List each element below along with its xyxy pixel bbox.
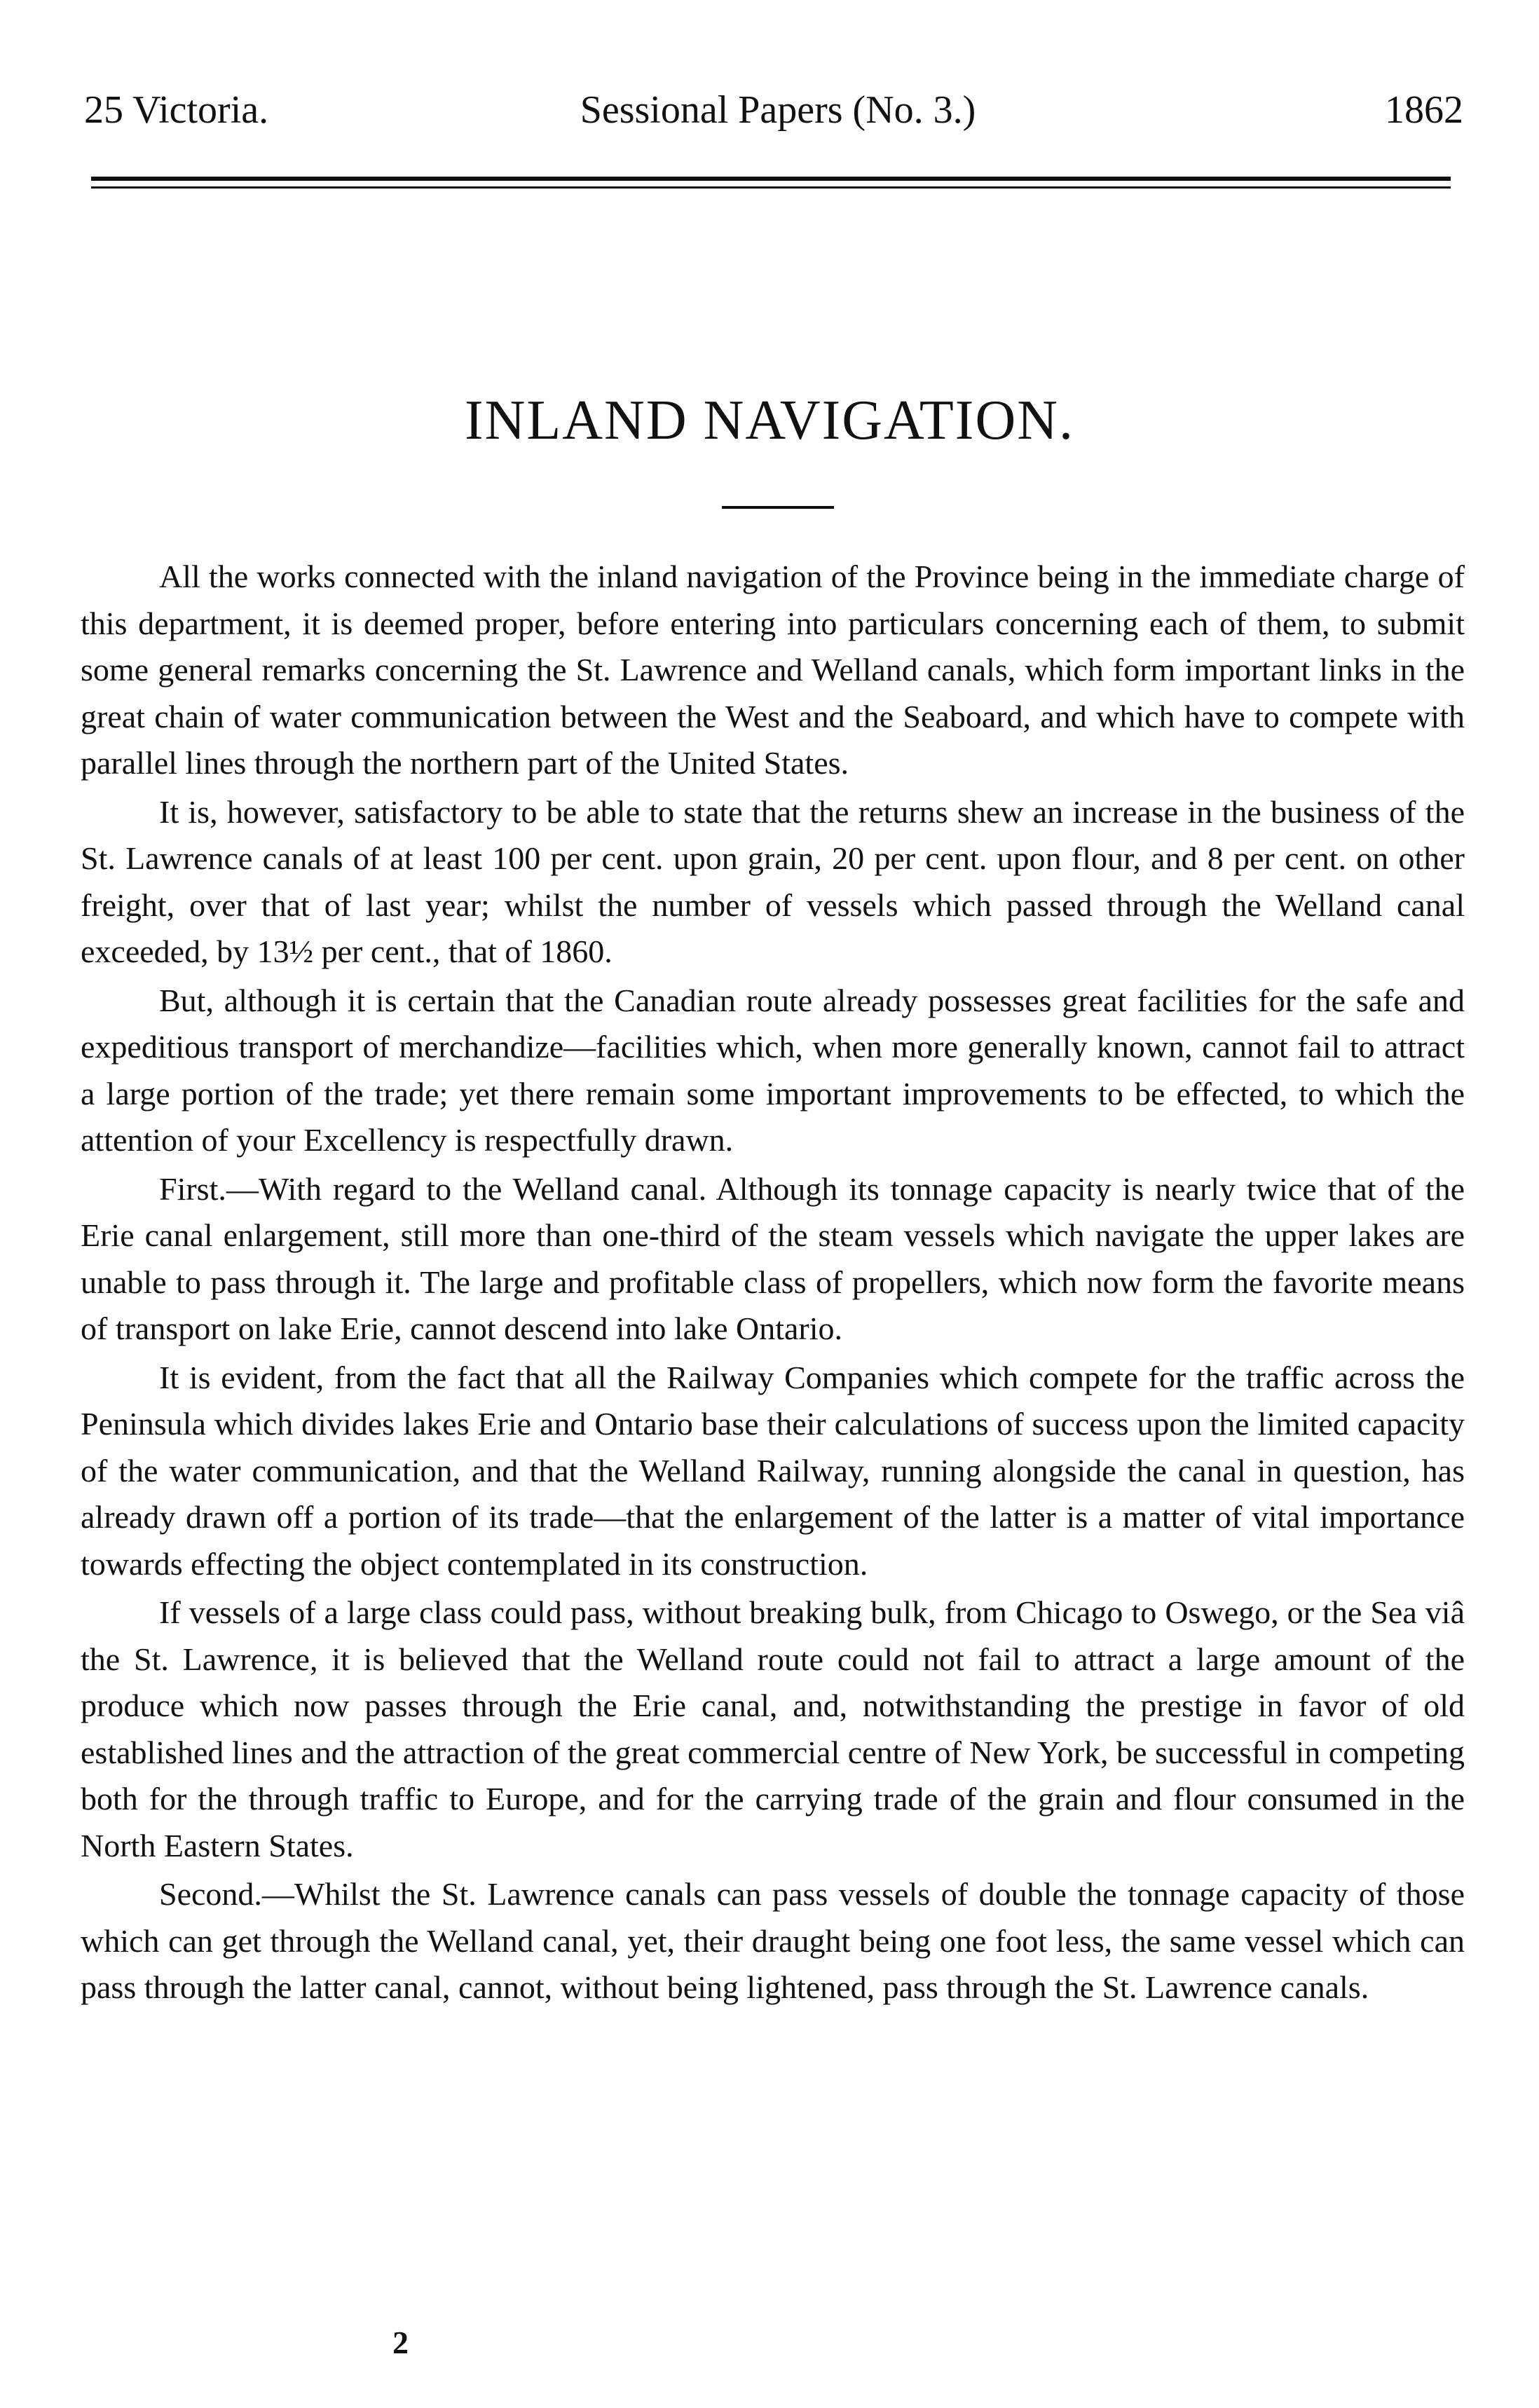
title-divider: [722, 506, 834, 509]
running-header: [84, 78, 1463, 142]
paragraph: Second.—Whilst the St. Lawrence canals can pass vessels of double the tonnage capacity of those which can get through the Welland canal, yet, their draught being one foot less, the same vessel which can pass through the latter canal, cannot, without being lightened, pass through the St. Lawrence canals.: [81, 1876, 1465, 2005]
paragraph: But, although it is certain that the Canadian route already possesses great facilities for the safe and expeditious transport of merchandize—facilities which, when more generally known, cannot fail to attract a large portion of the trade; yet there remain some important improvements to be effected, to which the attention of your Excellency is respectfully drawn.: [81, 982, 1465, 1158]
paragraph: All the works connected with the inland navigation of the Province being in the immediate charge of this department, it is deemed proper, before entering into particulars concerning each of them, to submit some general remarks concerning the St. Lawrence and Welland canals, which form important links in the great chain of water communication between the West and the Seaboard, and which have to compete with parallel lines through the northern part of the United States.: [81, 559, 1465, 781]
paragraph: It is, however, satisfactory to be able to state that the returns shew an increase in the business of the St. Lawrence canals of at least 100 per cent. upon grain, 20 per cent. upon flour, and 8 per cent. on other freight, over that of last year; whilst the number of vessels which passed through the Welland canal exceeded, by 13½ per cent., that of 1860.: [81, 793, 1465, 969]
paragraph: First.—With regard to the Welland canal. Although its tonnage capacity is nearly twice that of the Erie canal enlargement, still more than one-third of the steam vessels which navigate the upper lakes are unable to pass through it. The large and profitable class of propellers, which now form the favorite means of transport on lake Erie, cannot descend into lake Ontario.: [81, 1170, 1465, 1346]
header-session: 25 Victoria.: [84, 88, 269, 132]
page-title: INLAND NAVIGATION.: [465, 390, 1074, 451]
paragraph: It is evident, from the fact that all the Railway Companies which compete for the traffic across the Peninsula which divides lakes Erie and Ontario base their calculations of success upon the limited capacity of the water communication, and that the Welland Railway, running alongside the canal in question, has already drawn off a portion of its trade—that the enlargement of the latter is a matter of vital importance towards effecting the object contemplated in its construction.: [81, 1359, 1465, 1582]
header-year: 1862: [1385, 88, 1463, 132]
header-publication: Sessional Papers (No. 3.): [580, 88, 976, 132]
paragraph: If vessels of a large class could pass, without breaking bulk, from Chicago to Oswego, or the Sea viâ the St. Lawrence, it is believed that the Welland route could not fail to attract a large amount of the produce which now passes through the Erie canal, and, notwithstanding the prestige in favor of old established lines and the attraction of the great commercial centre of New York, be successful in competing both for the through traffic to Europe, and for the carrying trade of the grain and flour consumed in the North Eastern States.: [81, 1594, 1465, 1863]
header-rule-thick: [91, 177, 1451, 181]
header-rule-thin: [91, 186, 1451, 189]
body-text: [81, 554, 1465, 2013]
page-number: 2: [392, 2325, 409, 2360]
